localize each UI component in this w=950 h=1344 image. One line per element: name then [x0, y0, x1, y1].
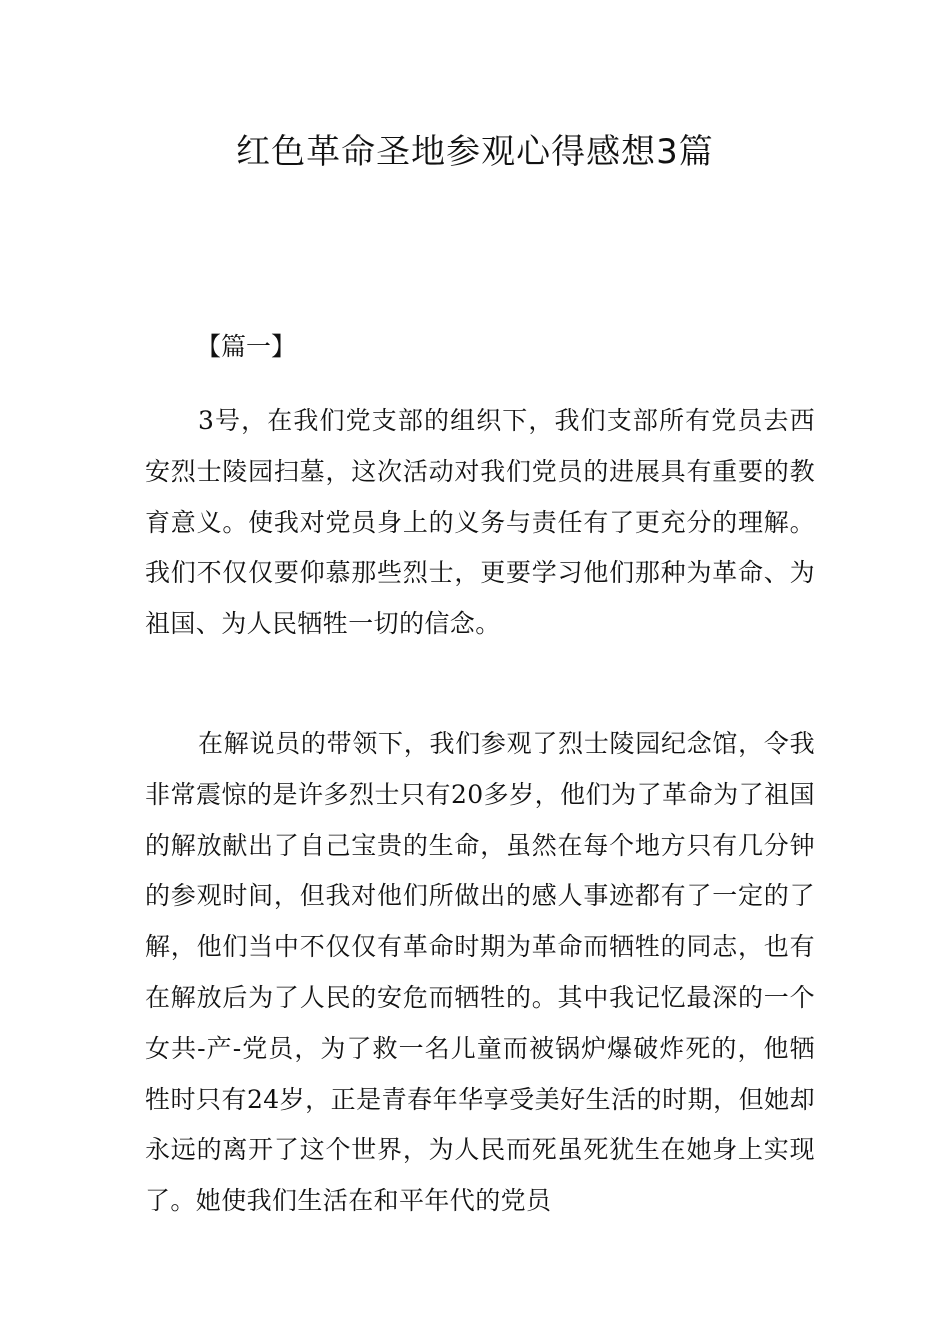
body-paragraph-2: 在解说员的带领下，我们参观了烈士陵园纪念馆，令我非常震惊的是许多烈士只有20多岁，他们为了革命为了祖国的解放献出了自己宝贵的生命，虽然在每个地方只有几分钟的参观时间，但我对他们所做出的感人事迹都有了一定的了解，他们当中不仅仅有革命时期为革命而牺牲的同志，也有在解放后为了人民的安危而牺牲的。其中我记忆最深的一个女共-产-党员，为了救一名儿童而被锅炉爆破炸死的，他牺牲时只有24岁，正是青春年华享受美好生活的时期，但她却永远的离开了这个世界，为人民而死虽死犹生在她身上实现了。她使我们生活在和平年代的党员	[145, 729, 815, 1216]
document-title: 红色革命圣地参观心得感想3篇	[236, 132, 714, 172]
body-paragraph-1: 3号，在我们党支部的组织下，我们支部所有党员去西安烈士陵园扫墓，这次活动对我们党员的进展具有重要的教育意义。使我对党员身上的义务与责任有了更充分的理解。我们不仅仅要仰慕那些烈士，更要学习他们那种为革命、为祖国、为人民牺牲一切的信念。	[145, 406, 815, 639]
section-heading: 【篇一】	[196, 332, 297, 361]
